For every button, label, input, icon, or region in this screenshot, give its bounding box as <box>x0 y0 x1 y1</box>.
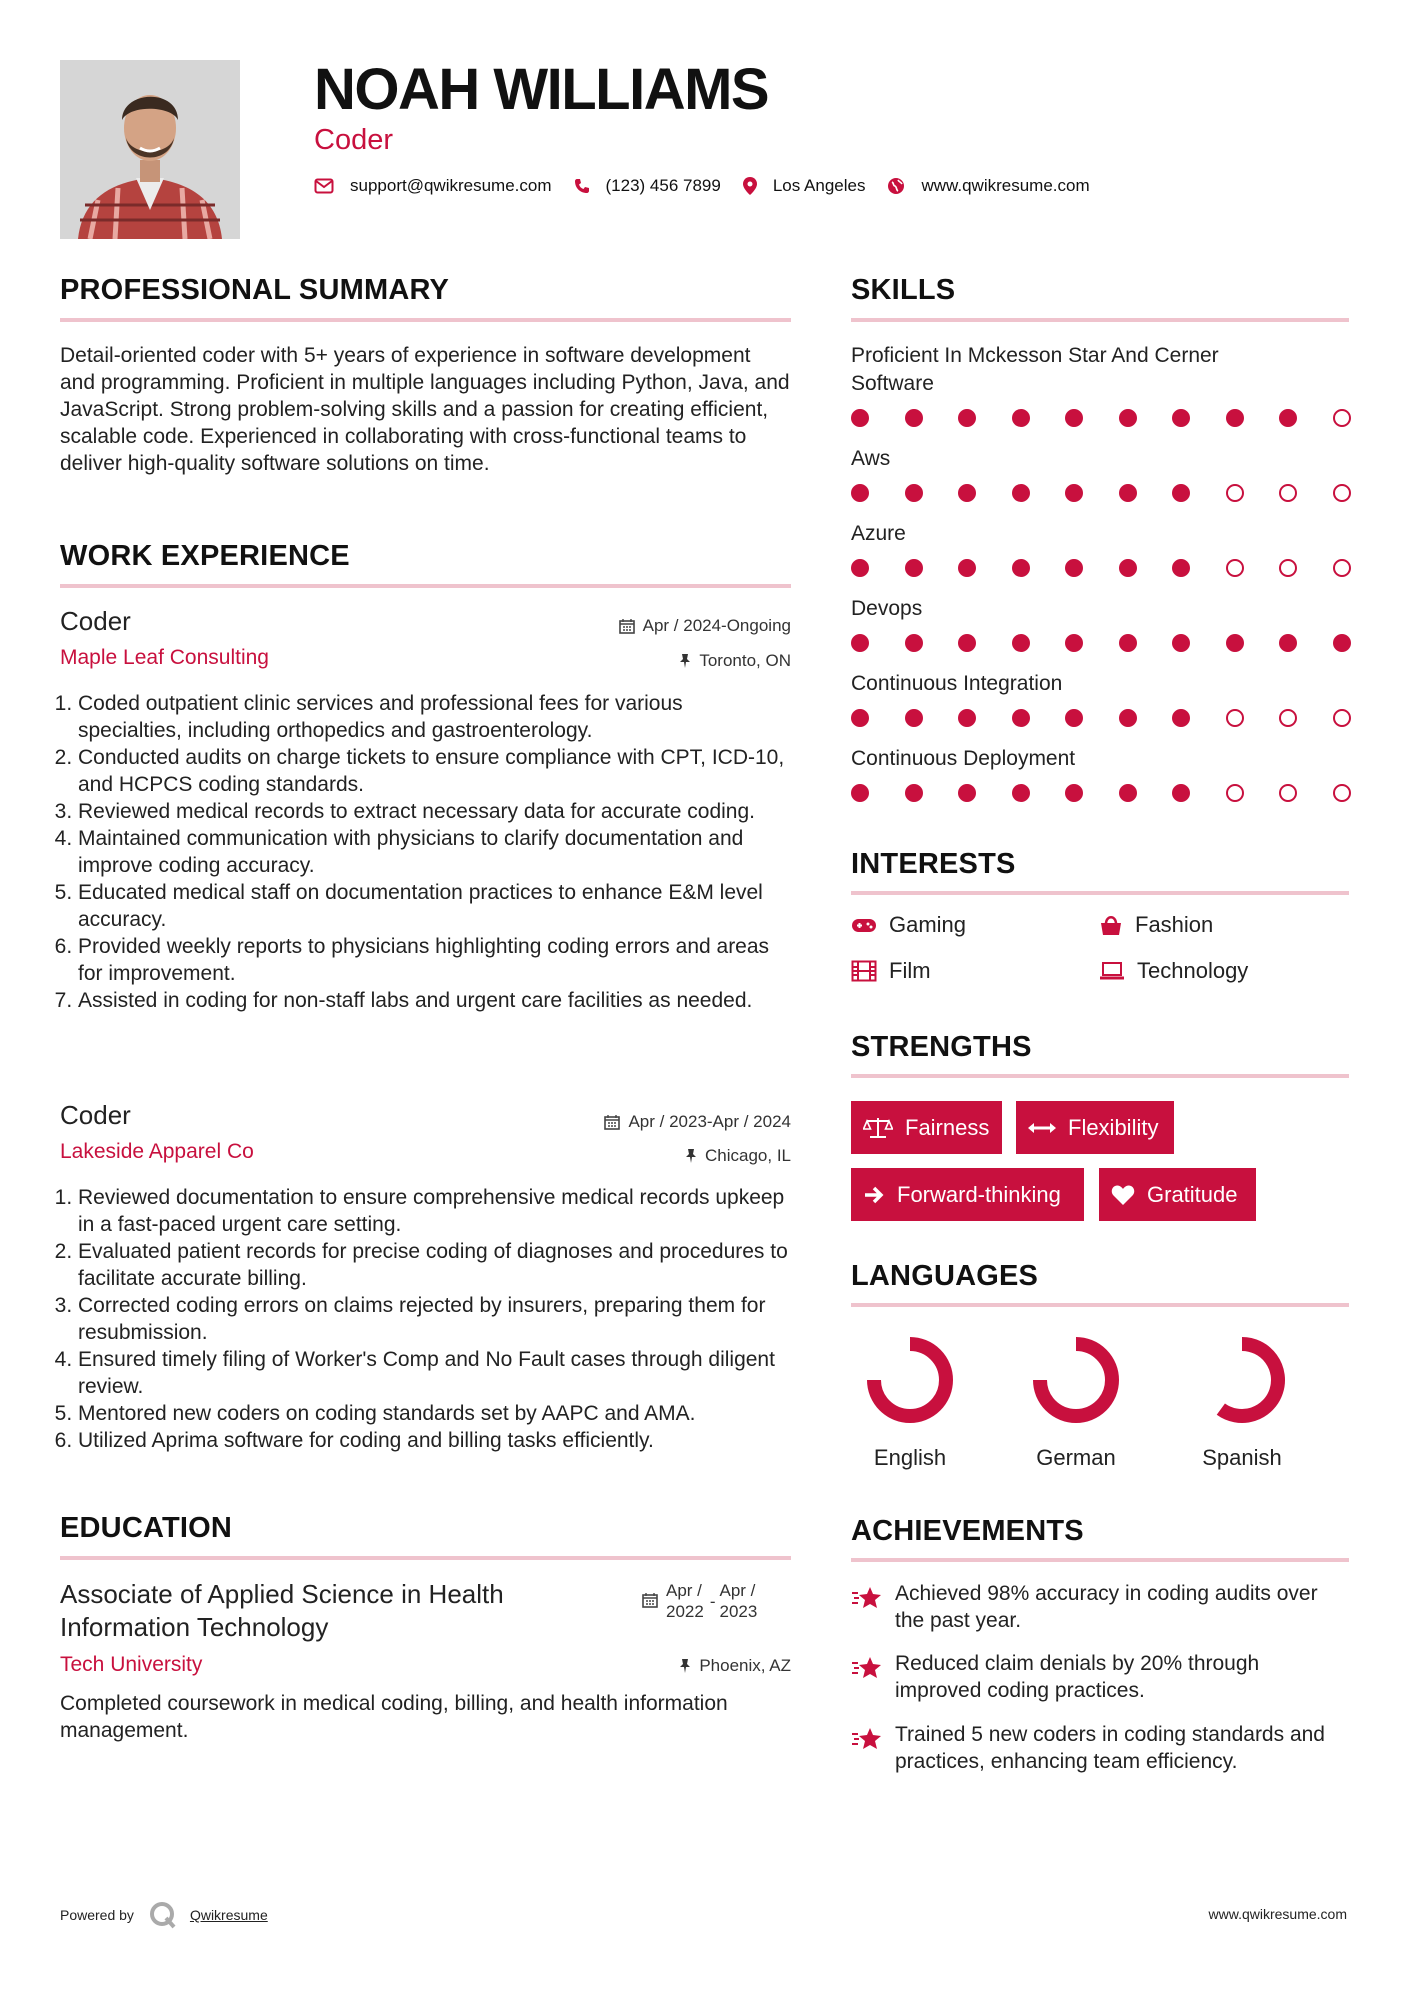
interest-item <box>1099 958 1248 984</box>
film-icon <box>851 960 877 982</box>
rating-dot-filled <box>958 634 976 652</box>
pin-icon <box>679 653 691 669</box>
skill-rating <box>851 559 1351 579</box>
contact-bar <box>314 176 1112 196</box>
achievement-text: Trained 5 new coders in coding standards and practices, enhancing team efficiency. <box>895 1723 1325 1773</box>
balance-scale-icon <box>863 1116 893 1140</box>
rating-dot-filled <box>1279 634 1297 652</box>
language-progress-arc <box>1040 1344 1112 1416</box>
job-location-text: Chicago, IL <box>705 1146 791 1165</box>
language-progress-arc <box>874 1344 946 1416</box>
skills-divider <box>851 318 1349 322</box>
rating-dot-filled <box>1012 484 1030 502</box>
strength-chip <box>851 1101 1002 1154</box>
rating-dot-filled <box>1119 409 1137 427</box>
skill-name: Continuous Deployment <box>851 747 1076 770</box>
interest-label: Fashion <box>1135 912 1214 937</box>
list-item: 6. Provided weekly reports to physicians highlighting coding errors and areas for improvement. <box>78 933 791 987</box>
footer-powered-by <box>60 1900 268 1930</box>
laptop-icon <box>1099 961 1125 981</box>
rating-dot-filled <box>1012 709 1030 727</box>
strength-chip <box>1016 1101 1174 1154</box>
skill-rating <box>851 409 1351 429</box>
brand-link[interactable]: Qwikresume <box>189 1907 268 1923</box>
rating-dot-empty <box>1226 784 1244 802</box>
list-item: 4. Ensured timely filing of Worker's Comp and No Fault cases through diligent review. <box>78 1346 791 1400</box>
strength-chip <box>851 1168 1084 1221</box>
rating-dot-filled <box>1065 409 1083 427</box>
interest-item <box>851 958 931 984</box>
language-label: German <box>1036 1445 1116 1470</box>
language-item <box>1016 1330 1136 1471</box>
rating-dot-empty <box>1226 709 1244 727</box>
interest-label: Gaming <box>889 912 967 937</box>
summary-text: Detail-oriented coder with 5+ years of experience in software development and programming. Proficient in multiple languages including Python, Java, and JavaScript. Strong problem-solving skills and a passion for creating efficient, scalable code. Experienced in collaborating with cross-functional teams to deliver high-quality software solutions on time. <box>60 344 790 475</box>
list-item: 2. Conducted audits on charge tickets to ensure compliance with CPT, ICD-10, and HCPCS coding standards. <box>78 744 791 798</box>
interest-label: Technology <box>1137 958 1249 983</box>
heart-icon <box>1111 1184 1135 1206</box>
education-location <box>500 1656 791 1676</box>
list-item: 1. Coded outpatient clinic services and professional fees for various specialties, including orthopedics and gastroenterology. <box>78 690 791 744</box>
rating-dot-filled <box>1172 484 1190 502</box>
map-marker-icon <box>743 177 757 195</box>
rating-dot-filled <box>905 709 923 727</box>
rating-dot-filled <box>851 784 869 802</box>
rating-dot-filled <box>1333 634 1351 652</box>
education-start-date <box>666 1580 704 1622</box>
skill-name: Devops <box>851 597 923 620</box>
experience-heading: WORK EXPERIENCE <box>60 540 350 572</box>
star-award-icon <box>851 1654 883 1682</box>
skill-rating <box>851 709 1351 729</box>
achievement-text: Reduced claim denials by 20% through improved coding practices. <box>895 1652 1260 1702</box>
rating-dot-filled <box>1065 634 1083 652</box>
rating-dot-empty <box>1333 559 1351 577</box>
education-divider <box>60 1556 791 1560</box>
list-item: 7. Assisted in coding for non-staff labs and urgent care facilities as needed. <box>78 987 791 1014</box>
summary-heading: PROFESSIONAL SUMMARY <box>60 274 450 306</box>
skill-rating <box>851 484 1351 504</box>
skill-name: Aws <box>851 447 891 470</box>
star-award-icon <box>851 1584 883 1612</box>
rating-dot-filled <box>1119 784 1137 802</box>
shopping-bag-icon <box>1099 914 1123 936</box>
rating-dot-filled <box>1065 484 1083 502</box>
job-dates <box>500 616 791 636</box>
rating-dot-empty <box>1279 709 1297 727</box>
rating-dot-filled <box>905 484 923 502</box>
start-date-year: 2022 <box>666 1602 704 1621</box>
job-location-text: Toronto, ON <box>699 651 791 670</box>
interests-heading: INTERESTS <box>851 848 1016 880</box>
rating-dot-filled <box>1226 634 1244 652</box>
calendar-icon <box>619 618 635 634</box>
rating-dot-filled <box>1226 409 1244 427</box>
rating-dot-filled <box>905 409 923 427</box>
strength-label: Gratitude <box>1147 1181 1238 1207</box>
strength-label: Forward-thinking <box>897 1181 1061 1207</box>
powered-by-text: Powered by <box>60 1907 134 1923</box>
language-item <box>850 1330 970 1471</box>
list-item: 3. Corrected coding errors on claims rejected by insurers, preparing them for resubmission. <box>78 1292 791 1346</box>
list-item: 6. Utilized Aprima software for coding and billing tasks efficiently. <box>78 1427 791 1454</box>
rating-dot-empty <box>1333 409 1351 427</box>
rating-dot-filled <box>1012 559 1030 577</box>
language-ring <box>1026 1330 1126 1430</box>
rating-dot-filled <box>1172 709 1190 727</box>
language-label: English <box>873 1445 947 1470</box>
skill-rating <box>851 634 1351 654</box>
calendar-icon <box>642 1592 658 1608</box>
contact-website[interactable] <box>887 176 1089 196</box>
rating-dot-filled <box>1012 784 1030 802</box>
language-ring <box>860 1330 960 1430</box>
language-item <box>1182 1330 1302 1471</box>
rating-dot-empty <box>1279 784 1297 802</box>
language-progress-arc <box>1221 1344 1278 1416</box>
education-heading: EDUCATION <box>60 1512 233 1544</box>
email-text: support@qwikresume.com <box>350 176 552 195</box>
rating-dot-filled <box>1119 709 1137 727</box>
rating-dot-filled <box>851 484 869 502</box>
rating-dot-filled <box>1065 709 1083 727</box>
rating-dot-filled <box>1065 559 1083 577</box>
contact-phone[interactable] <box>574 176 721 196</box>
rating-dot-filled <box>1172 409 1190 427</box>
education-dates: Apr / 2022 - Apr / 2023 <box>642 1580 757 1622</box>
achievement-item <box>851 1580 1349 1634</box>
job-dates <box>500 1112 791 1132</box>
phone-icon <box>574 178 590 194</box>
job-bullets <box>60 1184 791 1454</box>
achievement-text: Achieved 98% accuracy in coding audits over the past year. <box>895 1582 1318 1632</box>
list-item: 1. Reviewed documentation to ensure comprehensive medical records upkeep in a fast-paced urgent care setting. <box>78 1184 791 1238</box>
interest-item <box>851 912 966 938</box>
achievement-item <box>851 1650 1349 1704</box>
list-item: 5. Educated medical staff on documentation practices to enhance E&M level accuracy. <box>78 879 791 933</box>
rating-dot-filled <box>958 484 976 502</box>
education-end-date <box>720 1580 758 1622</box>
job-dates-text: Apr / 2024-Ongoing <box>642 616 791 635</box>
gamepad-icon <box>851 916 877 934</box>
skills-heading: SKILLS <box>851 274 956 306</box>
interests-divider <box>851 891 1349 895</box>
candidate-title: Coder <box>314 124 393 156</box>
interest-item <box>1099 912 1213 938</box>
job-location <box>500 1146 791 1166</box>
job-dates-text: Apr / 2023-Apr / 2024 <box>628 1112 791 1131</box>
achievement-item <box>851 1721 1349 1775</box>
job-bullets <box>60 690 791 1014</box>
skill-name: Azure <box>851 522 906 545</box>
star-award-icon <box>851 1725 883 1753</box>
end-date-month: Apr / <box>719 1581 756 1600</box>
rating-dot-filled <box>1119 634 1137 652</box>
website-text: www.qwikresume.com <box>921 176 1090 195</box>
rating-dot-filled <box>851 559 869 577</box>
skill-rating <box>851 784 1351 804</box>
location-text: Los Angeles <box>772 176 866 195</box>
start-date-month: Apr / <box>666 1581 702 1600</box>
list-item: 4. Maintained communication with physicians to clarify documentation and improve coding accuracy. <box>78 825 791 879</box>
contact-email[interactable] <box>314 176 552 196</box>
school-name: Tech University <box>60 1653 203 1676</box>
company-name: Lakeside Apparel Co <box>60 1140 254 1163</box>
rating-dot-filled <box>905 634 923 652</box>
rating-dot-filled <box>851 634 869 652</box>
rating-dot-filled <box>851 709 869 727</box>
rating-dot-empty <box>1226 559 1244 577</box>
pin-icon <box>685 1148 697 1164</box>
globe-icon <box>887 177 905 195</box>
arrow-right-icon <box>863 1185 885 1205</box>
profile-photo <box>60 60 240 239</box>
rating-dot-filled <box>1172 634 1190 652</box>
languages-heading: LANGUAGES <box>851 1260 1039 1292</box>
degree-title: Associate of Applied Science in Health Information Technology <box>60 1579 504 1642</box>
rating-dot-empty <box>1279 559 1297 577</box>
summary-divider <box>60 318 791 322</box>
rating-dot-filled <box>958 709 976 727</box>
rating-dot-filled <box>1119 559 1137 577</box>
strengths-divider <box>851 1074 1349 1078</box>
rating-dot-empty <box>1333 784 1351 802</box>
strength-label: Fairness <box>905 1114 990 1140</box>
footer-url[interactable]: www.qwikresume.com <box>1208 1906 1347 1922</box>
calendar-icon <box>604 1114 620 1130</box>
phone-text: (123) 456 7899 <box>605 176 721 195</box>
rating-dot-filled <box>1279 409 1297 427</box>
rating-dot-empty <box>1226 484 1244 502</box>
rating-dot-filled <box>1119 484 1137 502</box>
education-description: Completed coursework in medical coding, billing, and health information management. <box>60 1692 728 1742</box>
rating-dot-filled <box>1172 784 1190 802</box>
job-location <box>500 651 791 671</box>
skill-name: Continuous Integration <box>851 672 1063 695</box>
interest-label: Film <box>889 958 931 983</box>
arrows-horizontal-icon <box>1028 1121 1056 1135</box>
list-item: 3. Reviewed medical records to extract necessary data for accurate coding. <box>78 798 791 825</box>
rating-dot-empty <box>1279 484 1297 502</box>
list-item: 5. Mentored new coders on coding standards set by AAPC and AMA. <box>78 1400 791 1427</box>
job-title: Coder <box>60 606 131 636</box>
rating-dot-empty <box>1333 484 1351 502</box>
company-name: Maple Leaf Consulting <box>60 646 269 669</box>
strength-chip <box>1099 1168 1256 1221</box>
skill-name: Proficient In Mckesson Star And Cerner Software <box>851 344 1219 395</box>
rating-dot-filled <box>851 409 869 427</box>
rating-dot-filled <box>905 559 923 577</box>
experience-divider <box>60 584 791 588</box>
person-photo-icon <box>60 60 240 239</box>
contact-location <box>743 176 866 196</box>
rating-dot-filled <box>905 784 923 802</box>
language-label: Spanish <box>1202 1445 1282 1470</box>
end-date-year: 2023 <box>719 1602 758 1621</box>
job-title: Coder <box>60 1100 131 1130</box>
rating-dot-filled <box>958 784 976 802</box>
pin-icon <box>679 1658 691 1674</box>
candidate-name: NOAH WILLIAMS <box>314 57 769 122</box>
rating-dot-filled <box>958 559 976 577</box>
achievements-heading: ACHIEVEMENTS <box>851 1515 1084 1547</box>
envelope-icon <box>314 178 334 194</box>
list-item: 2. Evaluated patient records for precise coding of diagnoses and procedures to facilitate accurate billing. <box>78 1238 791 1292</box>
rating-dot-filled <box>958 409 976 427</box>
rating-dot-filled <box>1012 634 1030 652</box>
qwikresume-logo-icon <box>148 1900 178 1930</box>
rating-dot-filled <box>1012 409 1030 427</box>
languages-divider <box>851 1303 1349 1307</box>
rating-dot-empty <box>1333 709 1351 727</box>
education-location-text: Phoenix, AZ <box>699 1656 791 1675</box>
rating-dot-filled <box>1065 784 1083 802</box>
rating-dot-filled <box>1172 559 1190 577</box>
strengths-heading: STRENGTHS <box>851 1031 1032 1063</box>
language-ring <box>1192 1330 1292 1430</box>
strength-label: Flexibility <box>1068 1114 1159 1140</box>
achievements-divider <box>851 1558 1349 1562</box>
